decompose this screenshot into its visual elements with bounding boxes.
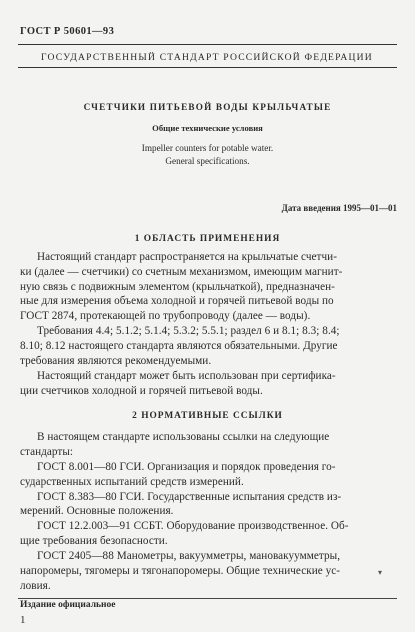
section-title: 2 НОРМАТИВНЫЕ ССЫЛКИ bbox=[132, 411, 283, 421]
edition-label: Издание официальное bbox=[20, 600, 116, 610]
text-line: Настоящий стандарт может быть использован при сертифика- bbox=[37, 370, 336, 382]
header-rule-top bbox=[18, 44, 397, 45]
text-line: ГОСТ 2405—88 Манометры, вакуумметры, мановакуумметры, bbox=[37, 550, 341, 562]
document-title: СЧЕТЧИКИ ПИТЬЕВОЙ ВОДЫ КРЫЛЬЧАТЫЕ bbox=[83, 102, 332, 112]
standard-title: ГОСУДАРСТВЕННЫЙ СТАНДАРТ РОССИЙСКОЙ ФЕДЕРАЦИИ bbox=[41, 52, 373, 63]
text-line: Требования 4.4; 5.1.2; 5.1.4; 5.3.2; 5.5.1; раздел 6 и 8.1; 8.3; 8.4; bbox=[37, 325, 340, 337]
subtitle-en-line: Impeller counters for potable water. bbox=[141, 143, 274, 153]
text-line: Настоящий стандарт распространяется на крыльчатые счетчи- bbox=[37, 251, 337, 263]
text-line: ную связь с подвижным элементом (крыльчаткой), предназначен- bbox=[20, 281, 335, 293]
header-rule-bottom bbox=[18, 67, 397, 68]
text-line: ГОСТ 2874, протекающей по трубопроводу (далее — воды). bbox=[20, 310, 311, 322]
text-line: ловия. bbox=[20, 580, 51, 592]
scan-mark: ▾ bbox=[378, 568, 383, 577]
text-line: ные для измерения объема холодной и горячей питьевой воды по bbox=[20, 295, 334, 307]
document-code: ГОСТ Р 50601—93 bbox=[20, 26, 115, 37]
effective-date: Дата введения 1995—01—01 bbox=[281, 203, 397, 213]
text-line: ции счетчиков холодной и горячей питьевой воды. bbox=[20, 385, 263, 397]
text-line: стандарты: bbox=[20, 446, 74, 458]
text-line: ГОСТ 8.001—80 ГСИ. Организация и порядок проведения го- bbox=[37, 461, 336, 473]
footer-rule bbox=[18, 598, 397, 599]
text-line: ГОСТ 8.383—80 ГСИ. Государственные испытания средств из- bbox=[37, 491, 342, 503]
text-line: сударственных испытаний средств измерений. bbox=[20, 476, 244, 488]
text-line: ГОСТ 12.2.003—91 ССБТ. Оборудование производственное. Об- bbox=[37, 520, 349, 532]
text-line: 8.10; 8.12 настоящего стандарта являются обязательными. Другие bbox=[20, 340, 338, 352]
subtitle-en-line: General specifications. bbox=[165, 156, 250, 166]
page-number: 1 bbox=[20, 614, 26, 626]
text-line: В настоящем стандарте использованы ссылки на следующие bbox=[37, 431, 330, 443]
text-line: напоромеры, тягомеры и тягонапоромеры. Общие технические ус- bbox=[20, 565, 341, 577]
text-line: требования являются рекомендуемыми. bbox=[20, 355, 212, 367]
text-line: щие требования безопасности. bbox=[20, 535, 168, 547]
subtitle-ru: Общие технические условия bbox=[152, 123, 263, 133]
text-line: ки (далее — счетчики) со счетным механизмом, имеющим магнит- bbox=[20, 266, 343, 278]
section-title: 1 ОБЛАСТЬ ПРИМЕНЕНИЯ bbox=[134, 234, 281, 244]
text-line: мерений. Основные положения. bbox=[20, 505, 174, 517]
